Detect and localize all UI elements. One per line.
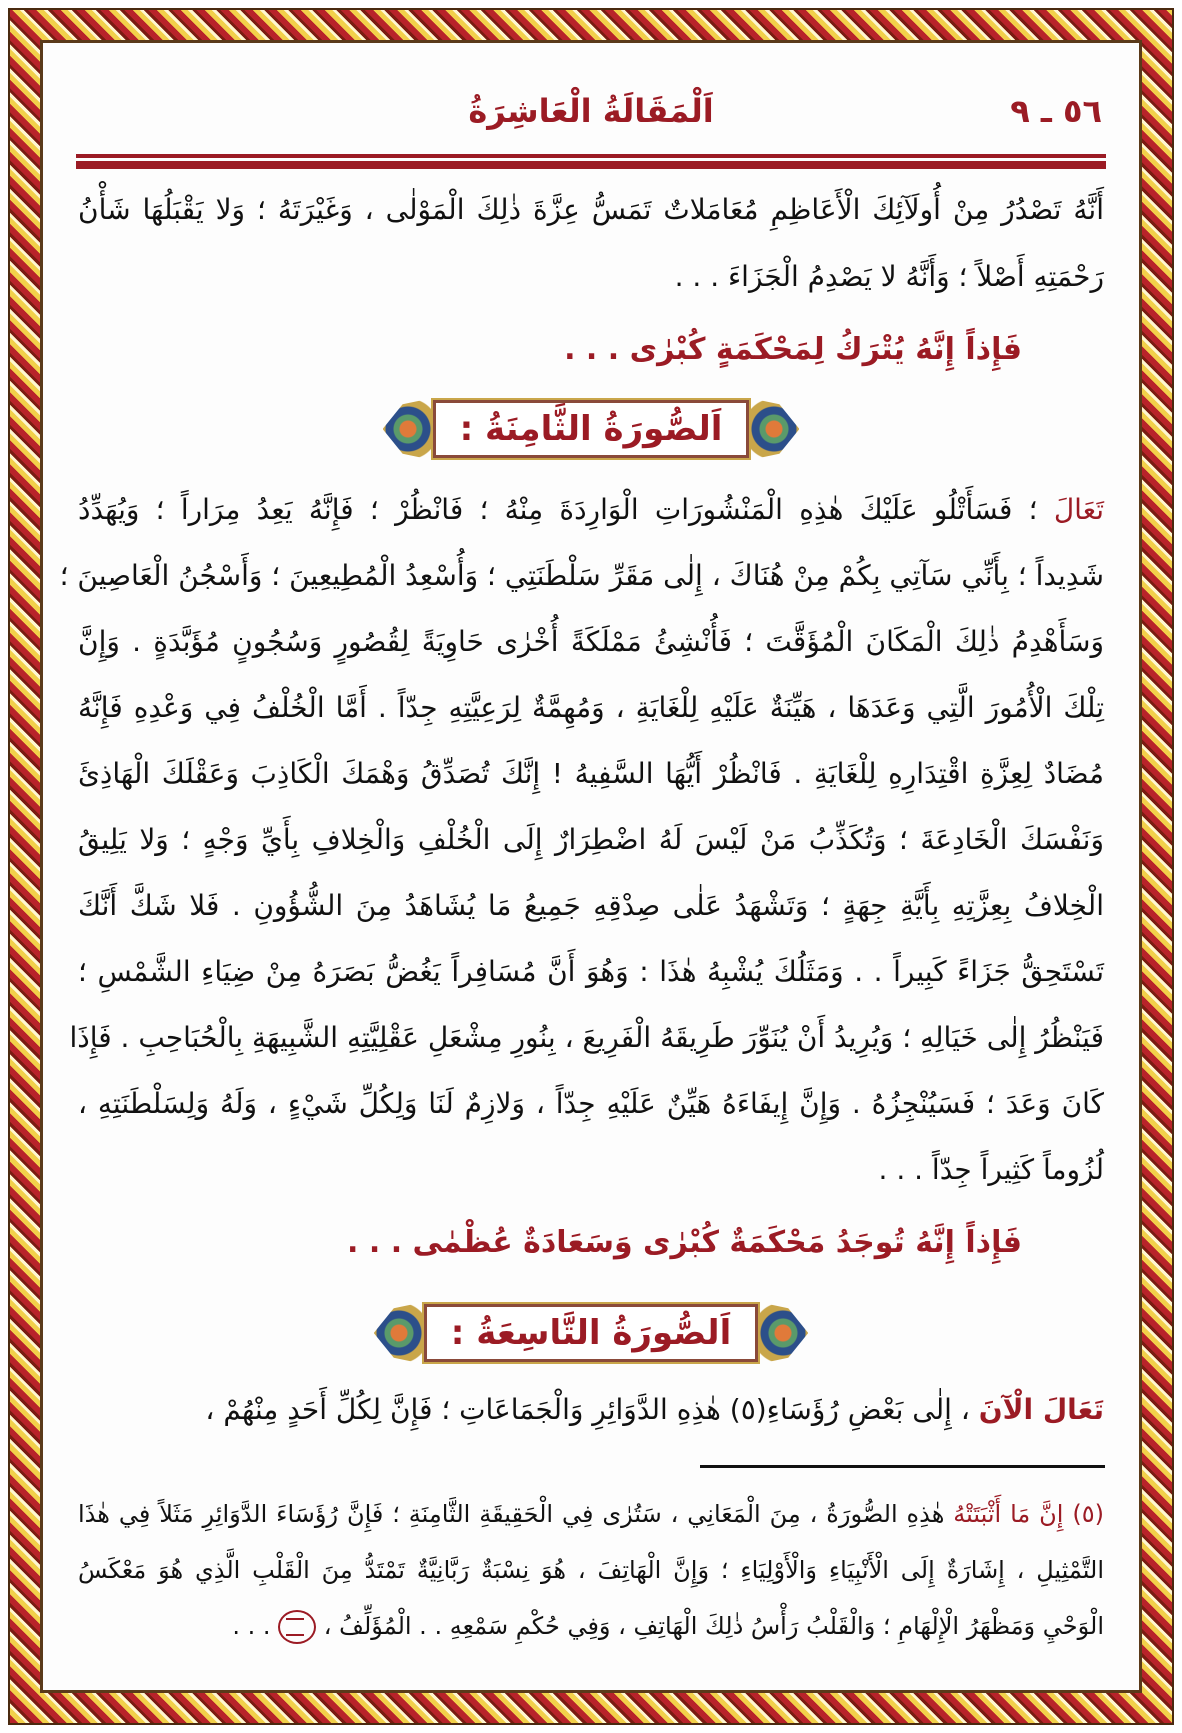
text-line: شَدِيداً ؛ بِأَنِّي سَآتِي بِكُمْ مِنْ هُنَاكَ ، إِلٰى مَقَرِّ سَلْطَنَتِي ؛ وَأُسْعِدُ الْمُطِيعِينَ ؛ وَأَسْجُنُ الْعَاصِينَ ؛: [59, 559, 1104, 592]
conclusion-line: فَإِذاً إِنَّهُ يُتْرَكُ لِمَحْكَمَةٍ كُبْرٰى . . .: [564, 332, 1022, 367]
text-line: وَسَأَهْدِمُ ذٰلِكَ الْمَكَانَ الْمُؤَقَّتَ ؛ فَأُنْشِئُ مَمْلَكَةً أُخْرٰى حَاوِيَةً لِقُصُورٍ وَسُجُونٍ مُؤَبَّدَةٍ . وَإِنَّ: [78, 625, 1104, 658]
footnote-line: [78, 1494, 1104, 1534]
section-heading-label: اَلصُّورَةُ التَّاسِعَةُ :: [424, 1304, 758, 1362]
text-line: رَحْمَتِهِ أَصْلاً ؛ وَأَنَّهُ لا يَصْدِمُ الْجَزَاءَ . . .: [674, 260, 1104, 293]
footnote-line: [78, 1606, 1104, 1646]
footnote-rule: [700, 1465, 1105, 1468]
text-line: لُزُوماً كَثِيراً جِدّاً . . .: [878, 1153, 1104, 1186]
ornament-icon: [383, 398, 433, 460]
page-number: ٥٦ ـ ٩: [1010, 92, 1102, 130]
line-text: . . .: [232, 1612, 279, 1640]
line-text: ، إِلٰى بَعْضِ رُؤَسَاءِ(٥) هٰذِهِ الدَّوَائِرِ وَالْجَمَاعَاتِ ؛ فَإِنَّ لِكُلِّ أَحَدٍ مِنْهُمْ ،: [205, 1393, 979, 1426]
text-line: كَانَ وَعَدَ ؛ فَسَيُنْجِزُهُ . وَإِنَّ إِيفَاءَهُ هَيِّنٌ عَلَيْهِ جِدّاً ، وَلازِمٌ لَنَا وَلِكُلِّ شَيْءٍ ، وَلَهُ وَلِسَلْطَنَتِهِ ،: [78, 1087, 1104, 1120]
lead-word: تَعَالَ: [1053, 493, 1104, 526]
section-heading-8: [0, 398, 1182, 464]
header-rule: [76, 154, 1106, 158]
page-title: اَلْمَقَالَةُ الْعَاشِرَةُ: [468, 92, 714, 130]
footnote-lead: (٥) إِنَّ مَا أَثْبَتَتْهُ: [953, 1500, 1104, 1528]
header-rule-thick: [76, 161, 1106, 169]
section-heading-9: [0, 1302, 1182, 1368]
text-line: مُضَادٌ لِعِزَّةِ اقْتِدَارِهِ لِلْغَايَةِ . فَانْظُرْ أَيُّهَا السَّفِيهُ ! إِنَّكَ تُصَدِّقُ وَهْمَكَ الْكَاذِبَ وَعَقْلَكَ الْهَاذِئَ: [78, 757, 1104, 790]
line-text: ؛ فَسَأَتْلُو عَلَيْكَ هٰذِهِ الْمَنْشُورَاتِ الْوَارِدَةَ مِنْهُ ؛ فَانْظُرْ ؛ فَإِنَّهُ يَعِدُ مِرَاراً ؛ وَيُهَدِّدُ: [78, 493, 1054, 526]
text-line: فَيَنْظُرُ إِلٰى خَيَالِهِ ؛ وَيُرِيدُ أَنْ يُنَوِّرَ طَرِيقَهُ الْفَرِيعَ ، بِنُورِ مِشْعَلِ عَقْلِيَّتِهِ الشَّبِيهَةِ بِالْحُبَاحِبِ . فَإِذَا: [69, 1021, 1104, 1054]
text-line: أَنَّهُ تَصْدُرُ مِنْ أُولَآئِكَ الْأَعَاظِمِ مُعَامَلاتٌ تَمَسُّ عِزَّةَ ذٰلِكَ الْمَوْلٰى ، وَغَيْرَتَهُ ؛ وَلا يَقْبَلُهَا شَأْنُ: [78, 193, 1104, 226]
text-line: [78, 1390, 1104, 1430]
ornament-icon: [374, 1302, 424, 1364]
text-line: وَنَفْسَكَ الْخَادِعَةَ ؛ وَتُكَذِّبُ مَنْ لَيْسَ لَهُ اضْطِرَارٌ إِلَى الْخُلْفِ وَالْخِلافِ بِأَيِّ وَجْهٍ ؛ وَلا يَلِيقُ: [78, 823, 1104, 856]
footnote-line: التَّمْثِيلِ ، إِشَارَةٌ إِلَى الْأَنْبِيَاءِ وَالْأَوْلِيَاءِ ؛ وَإِنَّ الْهَاتِفَ ، هُوَ نِسْبَةٌ رَبَّانِيَّةٌ تَمْتَدُّ مِنَ الْقَلْبِ الَّذِي هُوَ مَعْكَسُ: [78, 1556, 1104, 1584]
ornament-icon: [749, 398, 799, 460]
line-text: الْوَحْيِ وَمَظْهَرُ الْإِلْهَامِ ؛ وَالْقَلْبُ رَأْسُ ذٰلِكَ الْهَاتِفِ ، وَفِي حُكْمِ سَمْعِهِ . . الْمُؤَلِّفُ ،: [316, 1612, 1104, 1640]
text-line: [78, 490, 1104, 530]
text-line: تَسْتَحِقُّ جَزَاءً كَبِيراً . . وَمَثَلُكَ يُشْبِهُ هٰذَا : وَهُوَ أَنَّ مُسَافِراً يَغُضُّ بَصَرَهُ مِنْ ضِيَاءِ الشَّمْسِ ؛: [78, 955, 1104, 988]
ornament-icon: [758, 1302, 808, 1364]
text-line: الْخِلافُ بِعِزَّتِهِ بِأَيَّةِ جِهَةٍ ؛ وَتَشْهَدُ عَلٰى صِدْقِهِ جَمِيعُ مَا يُشَاهَدُ مِنَ الشُّؤُونِ . فَلا شَكَّ أَنَّكَ: [78, 889, 1104, 922]
section-heading-label: اَلصُّورَةُ الثَّامِنَةُ :: [433, 400, 750, 458]
honorific-seal-icon: [278, 1610, 316, 1644]
lead-word: تَعَالَ الْآنَ: [978, 1393, 1104, 1426]
text-line: تِلْكَ الْأُمُورَ الَّتِي وَعَدَهَا ، هَيِّنَةٌ عَلَيْهِ لِلْغَايَةِ ، وَمُهِمَّةٌ لِرَعِيَّتِهِ جِدّاً . أَمَّا الْخُلْفُ فِي وَعْدِهِ فَإِنَّهُ: [78, 691, 1104, 724]
line-text: هٰذِهِ الصُّورَةُ ، مِنَ الْمَعَانِي ، سَتُرٰى فِي الْحَقِيقَةِ الثَّامِنَةِ ؛ فَإِنَّ رُؤَسَاءَ الدَّوَائِرِ مَثَلاً فِي هٰذَا: [78, 1500, 954, 1528]
conclusion-line: فَإِذاً إِنَّهُ تُوجَدُ مَحْكَمَةٌ كُبْرٰى وَسَعَادَةٌ عُظْمٰى . . .: [347, 1225, 1022, 1260]
